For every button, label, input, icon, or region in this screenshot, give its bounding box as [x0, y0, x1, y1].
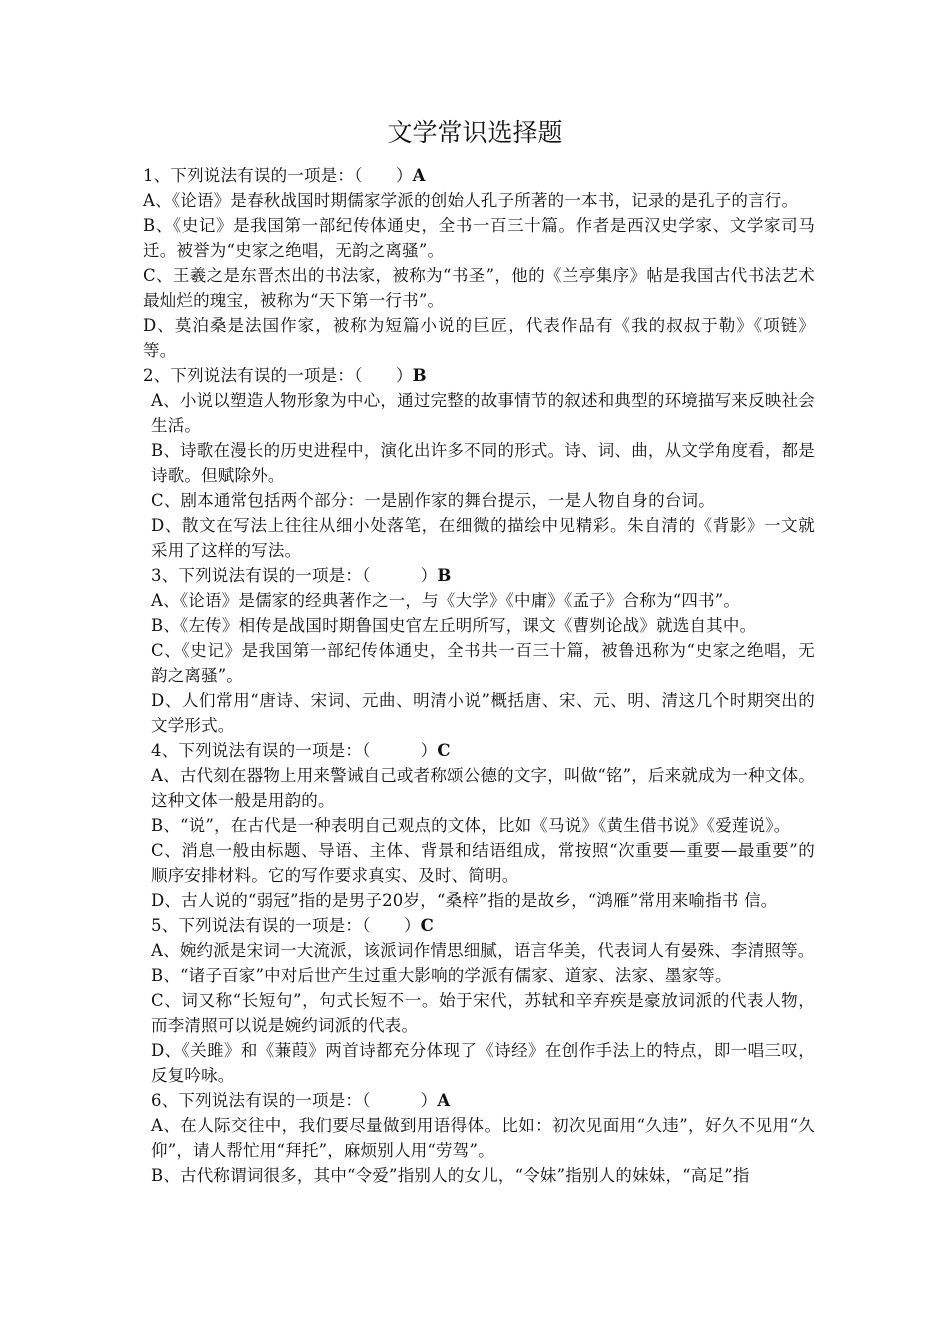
option-text: A、婉约派是宋词一大流派，该派词作情思细腻，语言华美，代表词人有晏殊、李清照等。: [151, 941, 815, 960]
option-text: D、《关雎》和《蒹葭》两首诗都充分体现了《诗经》在创作手法上的特点，即一唱三叹，反复吟咏。: [151, 1041, 815, 1085]
option-text: C、消息一般由标题、导语、主体、背景和结语组成，常按照“次重要—重要—最重要”的顺序安排材料。它的写作要求真实、及时、简明。: [151, 841, 815, 885]
option-text: D、莫泊桑是法国作家，被称为短篇小说的巨匠，代表作品有《我的叔叔于勒》《项链》等。: [143, 316, 815, 360]
question-stem-5: [143, 913, 815, 938]
option-text: B、“诸子百家”中对后世产生过重大影响的学派有儒家、道家、法家、墨家等。: [151, 966, 732, 985]
question-stem-3: [143, 563, 815, 588]
question-stem-1: [143, 163, 815, 188]
option-text: B、《史记》是我国第一部纪传体通史，全书一百三十篇。作者是西汉史学家、文学家司马迁。被誉为“史家之绝唱，无韵之离骚”。: [143, 216, 815, 260]
option-text: B、《左传》相传是战国时期鲁国史官左丘明所写，课文《曹刿论战》就选自其中。: [151, 616, 757, 635]
question-stem-2: [143, 363, 815, 388]
option-text: C、《史记》是我国第一部纪传体通史，全书共一百三十篇，被鲁迅称为“史家之绝唱，无韵之离骚”。: [151, 641, 815, 685]
option-text: D、人们常用“唐诗、宋词、元曲、明清小说”概括唐、宋、元、明、清这几个时期突出的文学形式。: [151, 691, 815, 735]
stem-text: 1、下列说法有误的一项是：（ ）: [143, 166, 413, 185]
option-text: C、王羲之是东晋杰出的书法家，被称为“书圣”，他的《兰亭集序》帖是我国古代书法艺术最灿烂的瑰宝，被称为“天下第一行书”。: [143, 266, 815, 310]
stem-text: 5、下列说法有误的一项是：（ ）: [151, 916, 421, 935]
option-text: A、《论语》是春秋战国时期儒家学派的创始人孔子所著的一本书，记录的是孔子的言行。: [143, 191, 799, 210]
question-list: [143, 163, 815, 1188]
answer-key: B: [412, 366, 427, 385]
option-text: A、《论语》是儒家的经典著作之一，与《大学》《中庸》《孟子》合称为“四书”。: [151, 591, 741, 610]
stem-text: 2、下列说法有误的一项是：（ ）: [143, 366, 413, 385]
answer-key: B: [437, 566, 452, 585]
stem-text: 6、下列说法有误的一项是：（ ）: [151, 1091, 438, 1110]
option-text: A、在人际交往中，我们要尽量做到用语得体。比如：初次见面用“久违”，好久不见用“久仰”，请人帮忙用“拜托”，麻烦别人用“劳驾”。: [151, 1116, 815, 1160]
option-text: B、古代称谓词很多，其中“令爱”指别人的女儿，“令妹”指别人的妹妹，“高足”指: [151, 1166, 750, 1185]
question-stem-6: [143, 1088, 815, 1113]
option-text: B、“说”，在古代是一种表明自己观点的文体，比如《马说》《黄生借书说》《爱莲说》。: [151, 816, 791, 835]
option-text: A、小说以塑造人物形象为中心，通过完整的故事情节的叙述和典型的环境描写来反映社会生活。: [151, 391, 815, 435]
option-text: C、词又称“长短句”，句式长短不一。始于宋代，苏轼和辛弃疾是豪放词派的代表人物，而李清照可以说是婉约词派的代表。: [151, 991, 815, 1035]
option-text: A、古代刻在器物上用来警诫自己或者称颂公德的文字，叫做“铭”，后来就成为一种文体。这种文体一般是用韵的。: [151, 766, 815, 810]
question-stem-4: [143, 738, 815, 763]
answer-key: A: [412, 166, 426, 185]
stem-text: 3、下列说法有误的一项是：（ ）: [151, 566, 438, 585]
option-text: B、诗歌在漫长的历史进程中，演化出许多不同的形式。诗、词、曲，从文学角度看，都是诗歌。但赋除外。: [151, 441, 815, 485]
page-title: 文学常识选择题: [387, 118, 563, 147]
answer-key: C: [420, 916, 434, 935]
option-text: D、散文在写法上往往从细小处落笔，在细微的描绘中见精彩。朱自清的《背影》一文就采用了这样的写法。: [151, 516, 815, 560]
answer-key: A: [437, 1091, 451, 1110]
option-text: C、剧本通常包括两个部分：一是剧作家的舞台提示，一是人物自身的台词。: [151, 491, 715, 510]
option-text: D、古人说的“弱冠”指的是男子20岁，“桑梓”指的是故乡，“鸿雁”常用来喻指书 信。: [151, 891, 778, 910]
stem-text: 4、下列说法有误的一项是：（ ）: [151, 741, 438, 760]
answer-key: C: [437, 741, 451, 760]
